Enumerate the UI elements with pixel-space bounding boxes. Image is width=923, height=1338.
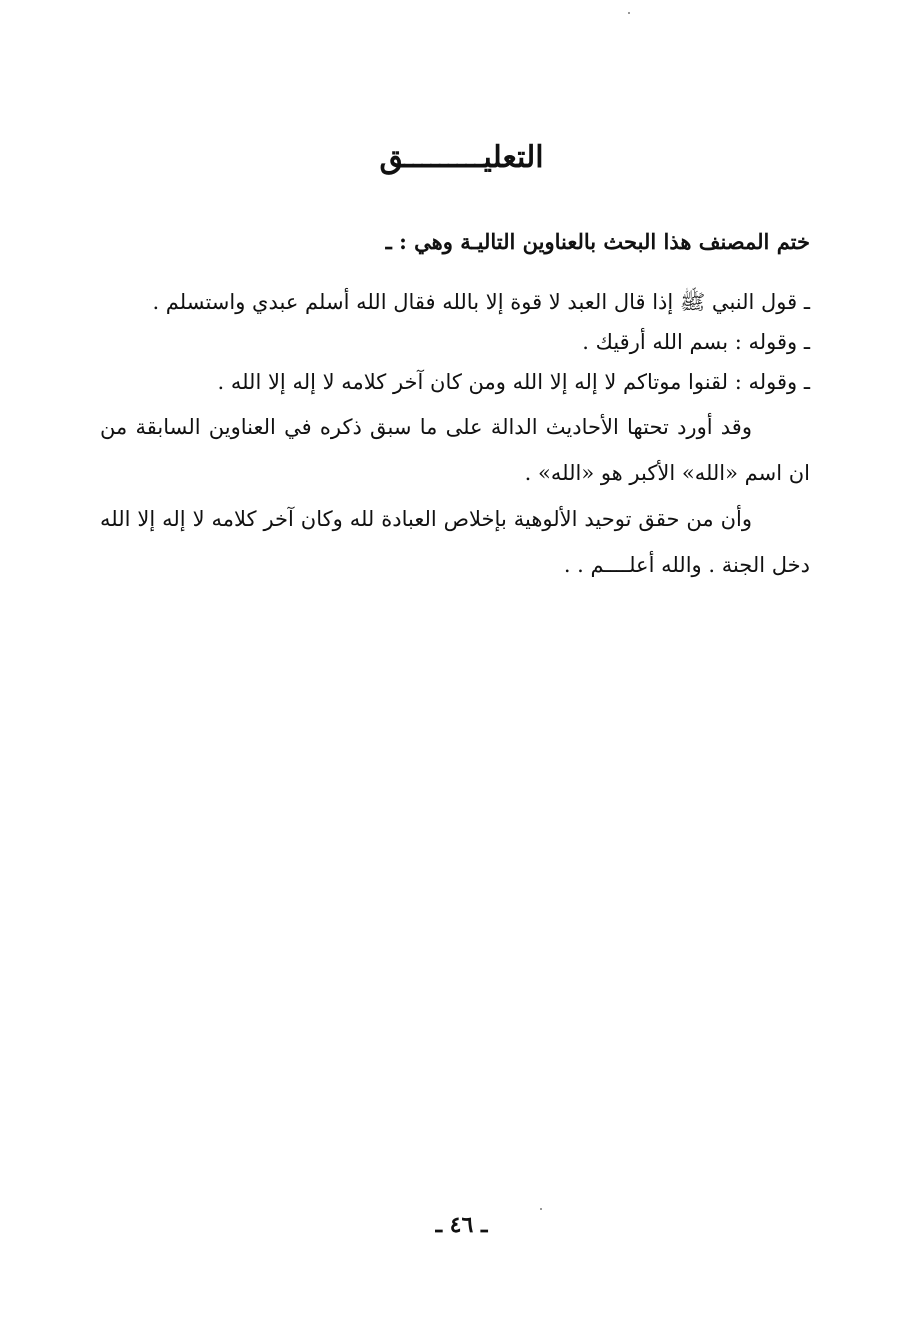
page-title: التعليـــــــــق [379,140,544,175]
list-item: ـ وقوله : بسم الله أرقيك . [582,330,810,354]
intro-line: ختم المصنف هذا البحث بالعناوين التاليـة وهي : ـ [385,229,810,254]
list-item: ـ وقوله : لقنوا موتاكم لا إله إلا الله ومن كان آخر كلامه لا إله إلا الله . [217,370,810,394]
list-item: ـ قول النبي ﷺ إذا قال العبد لا قوة إلا بالله فقال الله أسلم عبدي واستسلم . [152,290,810,314]
hadith-list [100,282,868,402]
paragraph: وأن من حقق توحيد الألوهية بإخلاص العبادة لله وكان آخر كلامه لا إله إلا الله دخل الجنة . والله أعلــــم . . [100,507,810,577]
paragraph: وقد أورد تحتها الأحاديث الدالة على ما سبق ذكره في العناوين السابقة من ان اسم «الله» الأكبر هو «الله» . [100,415,810,485]
scan-speck [540,1208,542,1210]
page-number: ـ ٤٦ ـ [435,1212,488,1238]
scan-speck [628,12,630,14]
